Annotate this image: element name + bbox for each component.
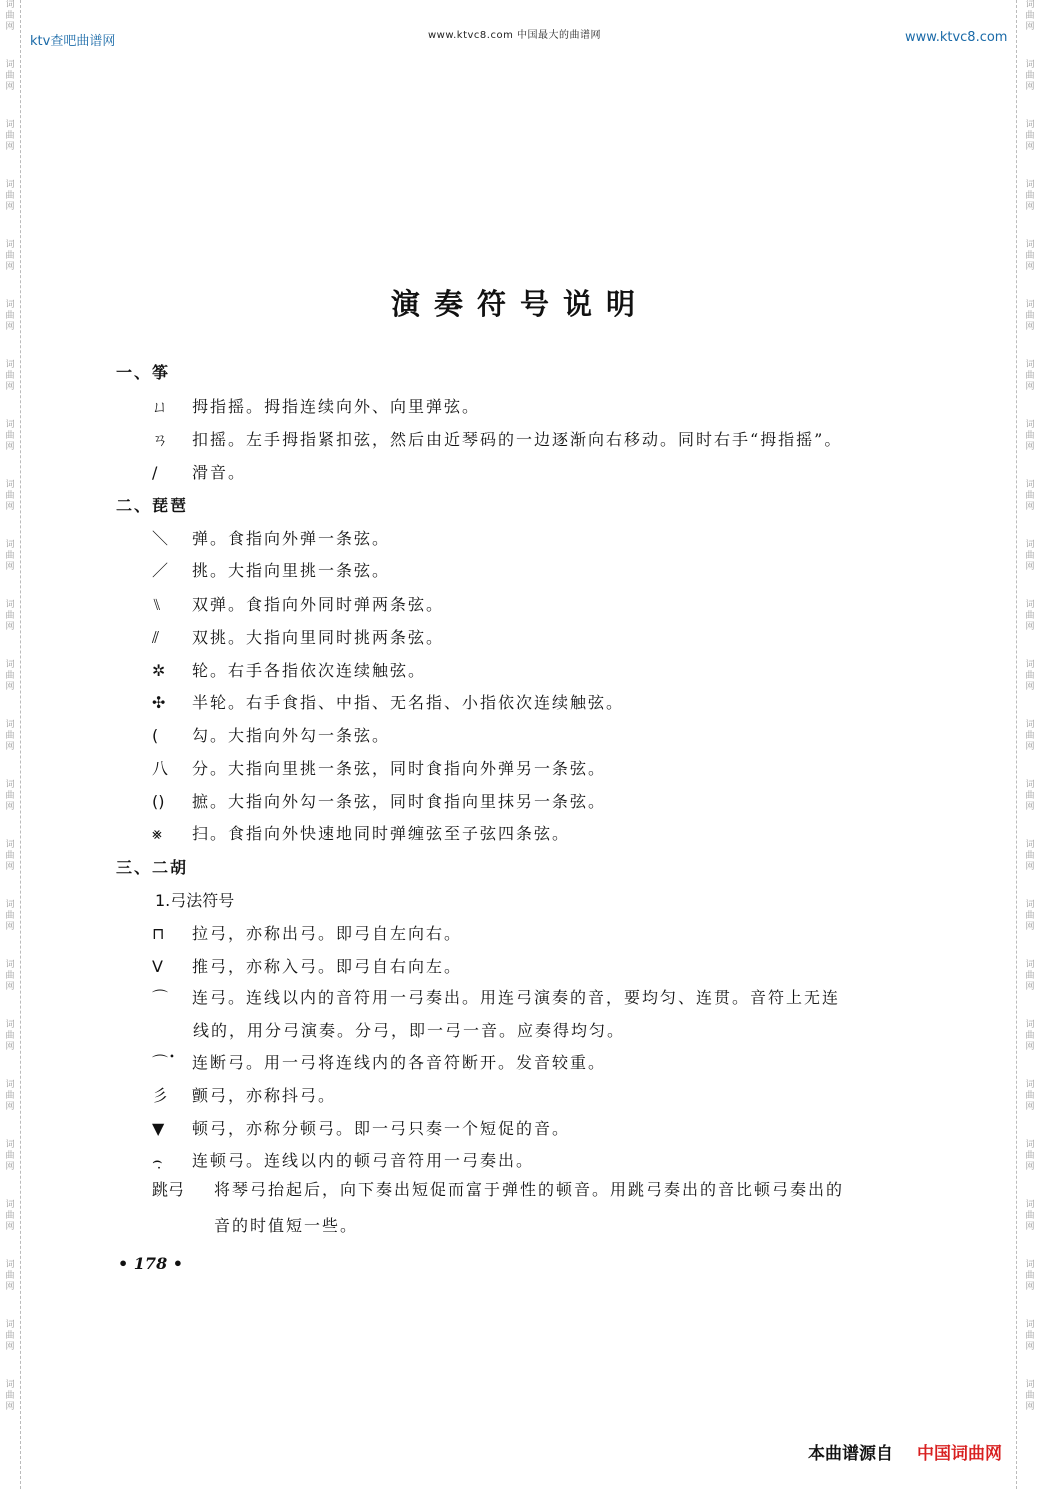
watermark-glyph-group	[1025, 480, 1034, 513]
watermark-glyph: 词	[1025, 1260, 1035, 1270]
watermark-glyph: 曲	[1025, 911, 1035, 921]
watermark-glyph: 网	[1025, 22, 1035, 32]
watermark-glyph-group	[5, 900, 14, 933]
watermark-glyph: 曲	[1025, 131, 1035, 141]
list-item-text: 滑音。	[192, 463, 247, 482]
watermark-glyph: 网	[1025, 862, 1035, 872]
list-item	[152, 592, 444, 615]
watermark-glyph: 词	[1025, 1380, 1035, 1390]
watermark-glyph: 网	[1025, 202, 1035, 212]
list-item-text: 推弓，亦称入弓。即弓自右向左。	[192, 957, 463, 976]
list-item-text: 拇指摇。拇指连续向外、向里弹弦。	[192, 397, 481, 416]
watermark-glyph: 词	[1025, 780, 1035, 790]
list-item	[152, 1050, 606, 1073]
watermark-glyph: 词	[1025, 0, 1035, 10]
watermark-glyph: 曲	[1025, 191, 1035, 201]
list-item	[152, 1177, 844, 1200]
watermark-glyph: 曲	[1025, 1091, 1035, 1101]
list-item	[152, 789, 606, 812]
watermark-glyph: 曲	[5, 971, 15, 981]
watermark-glyph: 词	[5, 900, 15, 910]
watermark-glyph: 曲	[5, 251, 15, 261]
watermark-glyph-group	[1025, 60, 1034, 93]
watermark-glyph: 词	[1025, 60, 1035, 70]
list-item	[152, 625, 444, 648]
slur-symbol-icon: ⌒	[152, 988, 169, 1007]
list-item-text: 线的，用分弓演奏。分弓，即一弓一音。应奏得均匀。	[193, 1021, 626, 1040]
list-item-text: 音的时值短一些。	[214, 1216, 359, 1235]
list-item-text: 挑。大指向里挑一条弦。	[192, 561, 391, 580]
watermark-glyph: 词	[5, 360, 15, 370]
watermark-glyph: 曲	[1025, 971, 1035, 981]
watermark-glyph: 曲	[1025, 1211, 1035, 1221]
watermark-glyph-group	[5, 360, 14, 393]
watermark-glyph: 曲	[1025, 251, 1035, 261]
watermark-glyph: 词	[5, 1260, 15, 1270]
watermark-glyph: 网	[1025, 442, 1035, 452]
watermark-glyph-group	[1025, 780, 1034, 813]
watermark-glyph: 曲	[5, 371, 15, 381]
watermark-glyph: 词	[5, 1020, 15, 1030]
watermark-glyph-group	[1025, 660, 1034, 693]
watermark-glyph: 曲	[5, 311, 15, 321]
watermark-glyph: 网	[1025, 322, 1035, 332]
watermark-glyph: 曲	[1025, 851, 1035, 861]
watermark-glyph: 曲	[5, 431, 15, 441]
watermark-glyph: 词	[5, 240, 15, 250]
watermark-glyph: 词	[5, 720, 15, 730]
watermark-glyph-group	[5, 1260, 14, 1293]
watermark-glyph: 曲	[5, 1331, 15, 1341]
watermark-glyph: 曲	[1025, 1331, 1035, 1341]
list-item-text: 颤弓，亦称抖弓。	[192, 1086, 337, 1105]
watermark-glyph-group	[1025, 720, 1034, 753]
watermark-glyph: 词	[1025, 1020, 1035, 1030]
watermark-glyph: 曲	[1025, 551, 1035, 561]
watermark-glyph: 词	[5, 660, 15, 670]
watermark-glyph: 曲	[5, 191, 15, 201]
watermark-glyph: 网	[5, 862, 15, 872]
watermark-glyph-group	[1025, 900, 1034, 933]
thumb-tremolo-symbol-icon: ㄩ	[152, 397, 169, 416]
list-item-text: 双挑。大指向里同时挑两条弦。	[192, 628, 445, 647]
watermark-glyph-group	[5, 120, 14, 153]
list-item	[152, 756, 606, 779]
slurred-staccato-symbol-icon: ⌢̣	[152, 1151, 163, 1170]
watermark-glyph: 网	[5, 922, 15, 932]
watermark-glyph: 词	[1025, 960, 1035, 970]
watermark-glyph-group	[1025, 1380, 1034, 1413]
watermark-glyph: 曲	[1025, 731, 1035, 741]
watermark-glyph: 网	[5, 1402, 15, 1412]
watermark-glyph: 曲	[5, 11, 15, 21]
watermark-glyph: 词	[1025, 1200, 1035, 1210]
watermark-glyph-group	[5, 420, 14, 453]
section-heading-zheng: 一、筝	[116, 363, 171, 382]
watermark-glyph: 网	[1025, 802, 1035, 812]
list-item	[152, 558, 390, 581]
watermark-glyph: 网	[5, 1282, 15, 1292]
watermark-glyph: 曲	[5, 491, 15, 501]
watermark-glyph: 词	[5, 1140, 15, 1150]
watermark-glyph: 词	[1025, 900, 1035, 910]
watermark-glyph: 网	[5, 802, 15, 812]
watermark-glyph: 曲	[5, 1271, 15, 1281]
watermark-glyph: 网	[5, 82, 15, 92]
left-dashed-margin	[20, 0, 21, 1489]
watermark-glyph: 网	[1025, 1402, 1035, 1412]
watermark-glyph-group	[5, 1380, 14, 1413]
hook-symbol-icon: (	[152, 726, 159, 745]
watermark-glyph-group	[1025, 0, 1034, 33]
watermark-glyph: 曲	[5, 1031, 15, 1041]
watermark-glyph-group	[1025, 1140, 1034, 1173]
list-item-text: 连顿弓。连线以内的顿弓音符用一弓奏出。	[192, 1151, 535, 1170]
watermark-glyph-group	[5, 720, 14, 753]
watermark-glyph: 曲	[1025, 611, 1035, 621]
watermark-glyph: 网	[1025, 1222, 1035, 1232]
list-item	[152, 526, 390, 549]
watermark-glyph: 网	[1025, 1282, 1035, 1292]
pluck-in-symbol-icon: ／	[152, 561, 169, 580]
watermark-glyph-group	[1025, 1320, 1034, 1353]
list-item	[152, 1116, 570, 1139]
watermark-glyph: 词	[1025, 840, 1035, 850]
double-pluck-out-symbol-icon: ⑊	[152, 595, 162, 614]
watermark-glyph-group	[5, 840, 14, 873]
watermark-glyph-group	[1025, 120, 1034, 153]
list-item-continuation	[193, 1018, 625, 1041]
section-heading-pipa: 二、琵琶	[116, 496, 189, 515]
half-wheel-symbol-icon: ✣	[152, 693, 166, 712]
watermark-glyph: 曲	[5, 1391, 15, 1401]
list-item-text: 拉弓，亦称出弓。即弓自左向右。	[192, 924, 463, 943]
watermark-glyph-group	[5, 600, 14, 633]
watermark-glyph-group	[5, 1080, 14, 1113]
list-item-text: 轮。右手各指依次连续触弦。	[192, 661, 427, 680]
watermark-glyph: 词	[5, 1320, 15, 1330]
watermark-glyph: 曲	[1025, 311, 1035, 321]
watermark-glyph-group	[5, 780, 14, 813]
slur-staccato-symbol-icon: ⌒̇	[152, 1053, 169, 1072]
glide-symbol-icon: /	[152, 463, 158, 482]
watermark-glyph: 词	[1025, 300, 1035, 310]
watermark-glyph-group	[5, 60, 14, 93]
watermark-glyph: 网	[1025, 1162, 1035, 1172]
staccato-bow-symbol-icon: ▼	[152, 1119, 165, 1138]
watermark-glyph: 网	[5, 502, 15, 512]
watermark-glyph: 网	[5, 1222, 15, 1232]
right-dashed-margin	[1016, 0, 1017, 1489]
watermark-glyph-group	[5, 0, 14, 33]
list-item-text: 半轮。右手食指、中指、无名指、小指依次连续触弦。	[192, 693, 625, 712]
section-heading-erhu: 三、二胡	[116, 858, 189, 877]
watermark-glyph: 词	[5, 1380, 15, 1390]
watermark-glyph-group	[1025, 240, 1034, 273]
watermark-glyph: 网	[5, 322, 15, 332]
watermark-glyph: 曲	[1025, 1031, 1035, 1041]
watermark-glyph: 词	[5, 600, 15, 610]
double-pluck-in-symbol-icon: ⫽	[152, 628, 160, 647]
watermark-glyph: 词	[5, 960, 15, 970]
watermark-glyph-group	[5, 1020, 14, 1053]
list-item	[152, 658, 426, 681]
subsection-heading: 1.弓法符号	[155, 891, 235, 910]
watermark-glyph: 曲	[1025, 1151, 1035, 1161]
footer-source-label: 本曲谱源自	[808, 1444, 893, 1464]
watermark-glyph: 曲	[5, 791, 15, 801]
watermark-glyph: 网	[1025, 142, 1035, 152]
watermark-glyph: 网	[1025, 682, 1035, 692]
list-item	[152, 723, 390, 746]
watermark-glyph: 词	[1025, 1320, 1035, 1330]
up-bow-symbol-icon: V	[152, 957, 163, 976]
watermark-glyph: 网	[5, 262, 15, 272]
header-center-text: www.ktvc8.com 中国最大的曲谱网	[428, 30, 602, 41]
split-symbol-icon: 八	[152, 759, 169, 778]
footer-brand-link[interactable]: 中国词曲网	[917, 1444, 1002, 1464]
watermark-glyph: 曲	[5, 671, 15, 681]
watermark-glyph: 词	[1025, 420, 1035, 430]
watermark-glyph: 网	[1025, 622, 1035, 632]
watermark-glyph-group	[1025, 180, 1034, 213]
watermark-glyph: 曲	[1025, 11, 1035, 21]
watermark-glyph: 曲	[1025, 71, 1035, 81]
watermark-glyph: 词	[5, 300, 15, 310]
watermark-glyph-group	[5, 1140, 14, 1173]
watermark-glyph: 网	[5, 1042, 15, 1052]
down-bow-symbol-icon: ⊓	[152, 924, 165, 943]
watermark-glyph: 曲	[1025, 791, 1035, 801]
watermark-glyph: 网	[5, 742, 15, 752]
watermark-glyph: 曲	[1025, 431, 1035, 441]
watermark-glyph-group	[5, 540, 14, 573]
watermark-glyph: 曲	[5, 731, 15, 741]
watermark-glyph: 词	[5, 120, 15, 130]
watermark-glyph-group	[5, 480, 14, 513]
watermark-glyph: 网	[5, 442, 15, 452]
list-item	[152, 1148, 534, 1171]
tremolo-bow-symbol-icon: 彡	[152, 1086, 169, 1105]
watermark-glyph: 曲	[5, 1151, 15, 1161]
watermark-glyph-group	[1025, 1260, 1034, 1293]
watermark-glyph-group	[5, 180, 14, 213]
watermark-glyph: 网	[1025, 262, 1035, 272]
watermark-glyph: 网	[1025, 1342, 1035, 1352]
watermark-glyph-group	[5, 1200, 14, 1233]
watermark-glyph: 曲	[1025, 1391, 1035, 1401]
list-item-text: 勾。大指向外勾一条弦。	[192, 726, 391, 745]
header-left-link[interactable]: ktv查吧曲谱网	[30, 34, 116, 49]
watermark-glyph: 词	[1025, 600, 1035, 610]
watermark-glyph: 词	[1025, 120, 1035, 130]
watermark-glyph: 网	[1025, 502, 1035, 512]
list-item-text: 双弹。食指向外同时弹两条弦。	[192, 595, 445, 614]
watermark-glyph: 网	[1025, 982, 1035, 992]
watermark-glyph: 词	[1025, 480, 1035, 490]
watermark-glyph: 曲	[5, 1211, 15, 1221]
list-item-text: 摭。大指向外勾一条弦，同时食指向里抹另一条弦。	[192, 792, 607, 811]
watermark-glyph: 词	[1025, 360, 1035, 370]
watermark-glyph: 词	[5, 840, 15, 850]
watermark-glyph: 词	[1025, 1140, 1035, 1150]
watermark-glyph: 词	[1025, 180, 1035, 190]
spiccato-label: 跳弓	[152, 1180, 185, 1199]
watermark-glyph-group	[1025, 420, 1034, 453]
watermark-glyph: 网	[1025, 1102, 1035, 1112]
watermark-glyph: 网	[1025, 82, 1035, 92]
watermark-glyph: 曲	[5, 1091, 15, 1101]
pluck-out-symbol-icon: ＼	[152, 529, 169, 548]
watermark-glyph: 网	[5, 22, 15, 32]
watermark-glyph-group	[5, 240, 14, 273]
watermark-glyph-group	[5, 1320, 14, 1353]
watermark-glyph-group	[1025, 600, 1034, 633]
watermark-glyph: 词	[5, 480, 15, 490]
watermark-glyph-group	[1025, 960, 1034, 993]
watermark-glyph: 词	[5, 1080, 15, 1090]
watermark-glyph-group	[1025, 1200, 1034, 1233]
watermark-glyph: 网	[1025, 382, 1035, 392]
watermark-glyph: 词	[1025, 540, 1035, 550]
watermark-glyph-group	[5, 660, 14, 693]
watermark-glyph: 词	[1025, 240, 1035, 250]
watermark-glyph: 曲	[5, 71, 15, 81]
list-item-continuation	[214, 1213, 358, 1236]
page-number: • 178 •	[118, 1254, 183, 1273]
watermark-glyph: 曲	[1025, 671, 1035, 681]
watermark-glyph: 网	[1025, 922, 1035, 932]
list-item-text: 顿弓，亦称分顿弓。即一弓只奏一个短促的音。	[192, 1119, 571, 1138]
watermark-glyph: 曲	[5, 911, 15, 921]
watermark-glyph: 词	[5, 540, 15, 550]
watermark-glyph: 词	[5, 60, 15, 70]
watermark-glyph: 网	[5, 562, 15, 572]
list-item	[152, 394, 480, 417]
header-right-link[interactable]: www.ktvc8.com	[905, 30, 1008, 45]
press-tremolo-symbol-icon: ㄢ	[152, 430, 169, 449]
watermark-glyph: 词	[1025, 660, 1035, 670]
list-item	[152, 985, 840, 1008]
watermark-glyph: 网	[5, 202, 15, 212]
watermark-glyph: 词	[5, 0, 15, 10]
watermark-glyph: 曲	[1025, 491, 1035, 501]
page-title: 演奏符号说明	[390, 287, 649, 321]
pinch-symbol-icon: ()	[152, 792, 165, 811]
list-item	[152, 921, 462, 944]
watermark-glyph: 曲	[1025, 371, 1035, 381]
full-wheel-symbol-icon: ✲	[152, 661, 166, 680]
watermark-glyph: 网	[5, 682, 15, 692]
watermark-glyph: 网	[5, 1162, 15, 1172]
watermark-glyph: 网	[5, 142, 15, 152]
list-item	[152, 821, 570, 844]
left-watermark-strip	[3, 0, 17, 1489]
list-item-text: 分。大指向里挑一条弦，同时食指向外弹另一条弦。	[192, 759, 607, 778]
watermark-glyph: 网	[1025, 1042, 1035, 1052]
watermark-glyph-group	[1025, 540, 1034, 573]
watermark-glyph: 网	[5, 1102, 15, 1112]
watermark-glyph: 网	[1025, 742, 1035, 752]
list-item-text: 连弓。连线以内的音符用一弓奏出。用连弓演奏的音，要均匀、连贯。音符上无连	[192, 988, 841, 1007]
watermark-glyph: 词	[5, 1200, 15, 1210]
list-item-text: 将琴弓抬起后，向下奏出短促而富于弹性的顿音。用跳弓奏出的音比顿弓奏出的	[214, 1180, 845, 1199]
watermark-glyph: 词	[1025, 1080, 1035, 1090]
watermark-glyph-group	[5, 960, 14, 993]
watermark-glyph: 网	[1025, 562, 1035, 572]
list-item	[152, 690, 624, 713]
watermark-glyph-group	[1025, 1020, 1034, 1053]
list-item	[152, 427, 842, 450]
list-item	[152, 460, 246, 483]
list-item	[152, 954, 462, 977]
list-item	[152, 1083, 336, 1106]
watermark-glyph: 网	[5, 622, 15, 632]
watermark-glyph: 词	[5, 180, 15, 190]
watermark-glyph: 网	[5, 382, 15, 392]
watermark-glyph: 网	[5, 982, 15, 992]
watermark-glyph: 曲	[5, 611, 15, 621]
watermark-glyph-group	[1025, 840, 1034, 873]
list-item-text: 连断弓。用一弓将连线内的各音符断开。发音较重。	[192, 1053, 607, 1072]
watermark-glyph: 词	[1025, 720, 1035, 730]
list-item-text: 扫。食指向外快速地同时弹缠弦至子弦四条弦。	[192, 824, 571, 843]
watermark-glyph: 曲	[5, 551, 15, 561]
watermark-glyph: 曲	[1025, 1271, 1035, 1281]
list-item-text: 扣摇。左手拇指紧扣弦，然后由近琴码的一边逐渐向右移动。同时右手“拇指摇”。	[192, 430, 843, 449]
watermark-glyph: 曲	[5, 851, 15, 861]
watermark-glyph-group	[1025, 360, 1034, 393]
watermark-glyph: 词	[5, 780, 15, 790]
watermark-glyph: 词	[5, 420, 15, 430]
sweep-symbol-icon: ⨳	[152, 824, 162, 843]
list-item-text: 弹。食指向外弹一条弦。	[192, 529, 391, 548]
watermark-glyph: 网	[5, 1342, 15, 1352]
watermark-glyph-group	[1025, 1080, 1034, 1113]
right-watermark-strip	[1023, 0, 1037, 1489]
watermark-glyph: 曲	[5, 131, 15, 141]
